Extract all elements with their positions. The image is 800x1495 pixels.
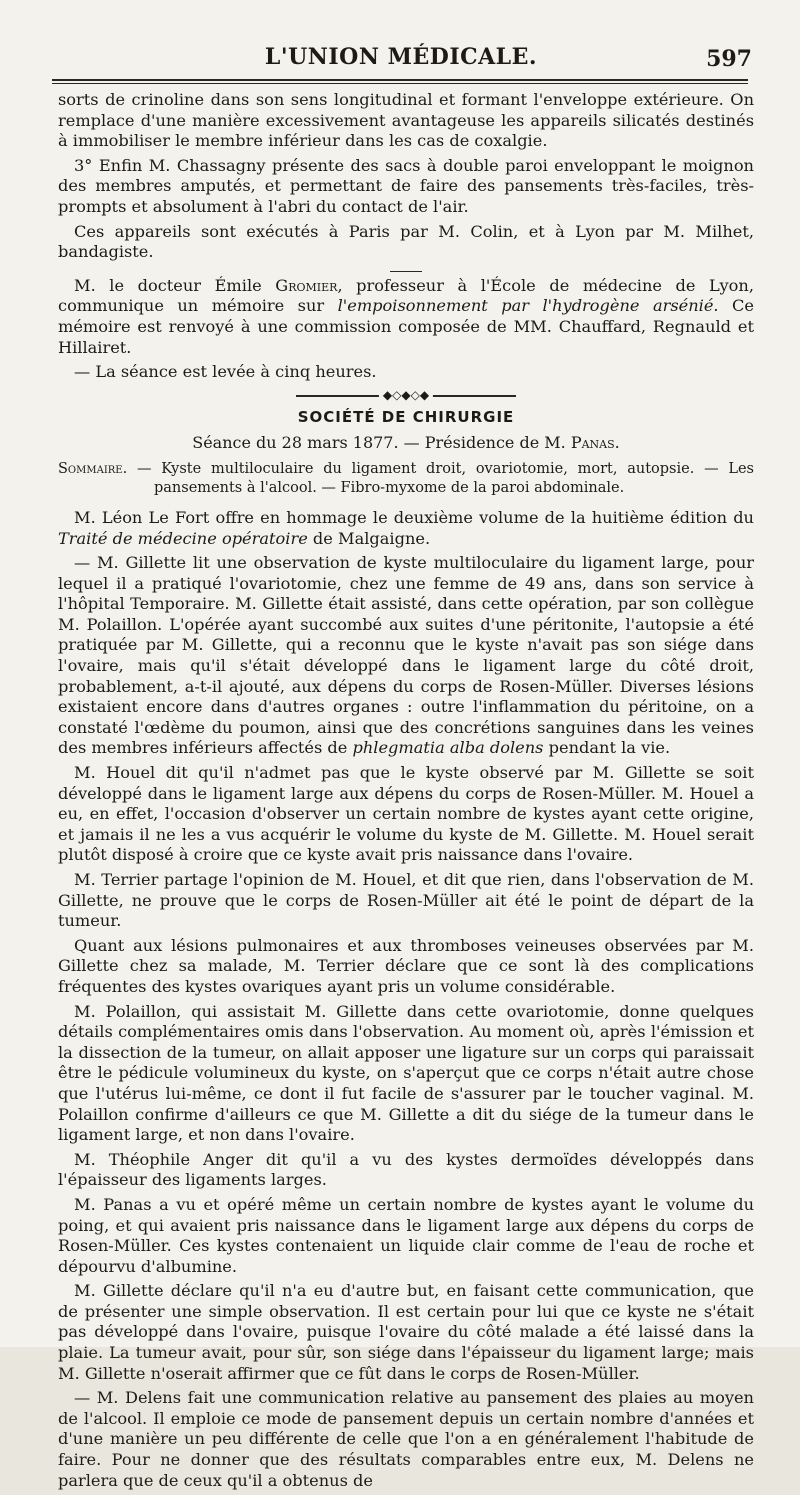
page-body: [58, 90, 754, 1495]
text: .: [614, 433, 620, 453]
paragraph: M. Polaillon, qui assistait M. Gillette dans cette ovariotomie, donne quelques détails complémentaires omis dans l'observation. Au moment où, après l'émission et la dissection de la tumeur, on allait apposer une ligature sur un corps qui paraissait être le pédicule volumineux du kyste, on s'aperçut que ce corps n'était autre chose que l'utérus lui-même, ce dont il fut facile de s'assurer par le toucher vaginal. M. Polaillon confirme d'ailleurs ce que M. Gillette a dit du siége de la tumeur dans le ligament large, et non dans l'ovaire.: [58, 1001, 754, 1145]
text: pendant la vie.: [543, 738, 671, 758]
paragraph: [58, 553, 754, 759]
section-divider: [296, 387, 516, 402]
paragraph: Ces appareils sont exécutés à Paris par M. Colin, et à Lyon par M. Milhet, bandagiste.: [58, 221, 754, 262]
header-rule: [52, 79, 748, 84]
divider-ornament-icon: ◆◇◆◇◆: [379, 389, 433, 401]
paragraph: M. Houel dit qu'il n'admet pas que le kyste observé par M. Gillette se soit développé dans le ligament large aux dépens du corps de Rosen-Müller. M. Houel a eu, en effet, l'occasion d'observer un certain nombre de kystes ayant cette origine, et jamais il ne les a vus acquérir le volume du kyste de M. Gillette. M. Houel serait plutôt disposé à croire que ce kyste avait pris naissance dans l'ovaire.: [58, 763, 754, 865]
paragraph: M. Panas a vu et opéré même un certain nombre de kystes ayant le volume du poing, et qui avaient pris naissance dans le ligament large aux dépens du corps de Rosen-Müller. Ces kystes contenaient un liquide clair comme de l'eau de roche et dépourvu d'albumine.: [58, 1194, 754, 1276]
section-title: SOCIÉTÉ DE CHIRURGIE: [297, 407, 515, 426]
text: M. Léon Le Fort offre en hommage le deuxième volume de la huitième édition du: [74, 507, 754, 527]
running-title: L'UNION MÉDICALE.: [264, 44, 538, 70]
paragraph: M. Théophile Anger dit qu'il a vu des kystes dermoïdes développés dans l'épaisseur des ligaments larges.: [58, 1149, 754, 1190]
paragraph: M. Gillette déclare qu'il n'a eu d'autre but, en faisant cette communication, que de présenter une simple observation. Il est certain pour lui que ce kyste ne s'était pas développé dans l'ovaire, puisque l'ovaire du côté malade a été laissé dans la plaie. La tumeur avait, pour sûr, son siége dans l'épaisseur du ligament large; mais M. Gillette n'oserait affirmer que ce fût dans le corps de Rosen-Müller.: [58, 1281, 754, 1383]
page-number: 597: [706, 46, 752, 72]
short-separator: [390, 271, 422, 272]
paragraph: [58, 276, 754, 358]
summary: [58, 460, 754, 498]
text: — M. Gillette lit une observation de kyste multiloculaire du ligament large, pour lequel il a pratiqué l'ovariotomie, chez une femme de 49 ans, dans son service à l'hôpital Temporaire. M. Gillette était assisté, dans cette opération, par son collègue M. Polaillon. L'opérée ayant succombé aux suites d'une péritonite, l'autopsie a été pratiquée par M. Gillette, qui a reconnu que le kyste n'avait pas son siége dans l'ovaire, mais qu'il s'était développé dans le ligament large du côté droit, probablement, a-t-il ajouté, aux dépens du corps de Rosen-Müller. Diverses lésions existaient encore dans d'autres organes : outre l'inflammation du péritoine, on a constaté l'œdème du poumon, ainsi que des concrétions sanguines dans les veines des membres inférieurs affectés de: [58, 553, 754, 758]
summary-label: Sommaire.: [58, 460, 128, 477]
paragraph: sorts de crinoline dans son sens longitudinal et formant l'enveloppe extérieure. On remplace d'une manière excessivement avantageuse les appareils silicatés destinés à immobiliser le membre inférieur dans les cas de coxalgie.: [58, 90, 754, 151]
session-line: [58, 433, 754, 454]
italic-title: l'empoisonnement par l'hydrogène arsénié.: [337, 296, 719, 316]
italic-term: phlegmatia alba dolens: [352, 738, 544, 758]
paragraph: [58, 508, 754, 549]
text: Séance du 28 mars 1877. — Présidence de M.: [192, 433, 571, 453]
text: Ce mémoire est renvoyé à une commission composée de MM. Chauffard, Regnauld et Hillairet.: [58, 296, 754, 357]
paragraph: Quant aux lésions pulmonaires et aux thromboses veineuses observées par M. Gillette chez sa malade, M. Terrier déclare que ce sont là des complications fréquentes des kystes ovariques ayant pris un volume considérable.: [58, 935, 754, 996]
paragraph: — La séance est levée à cinq heures.: [74, 362, 377, 382]
page-header: [50, 44, 752, 80]
author-name: Gromier: [275, 275, 338, 295]
paragraph: 3° Enfin M. Chassagny présente des sacs à double paroi enveloppant le moignon des membres amputés, et permettant de faire des pansements très-faciles, très-prompts et absolument à l'abri du contact de l'air.: [58, 155, 754, 216]
summary-text: — Kyste multiloculaire du ligament droit, ovariotomie, mort, autopsie. — Les pansements à l'alcool. — Fibro-myxome de la paroi abdominale.: [127, 460, 754, 496]
text: M. le docteur Émile: [74, 275, 276, 295]
text: de Malgaigne.: [307, 528, 431, 548]
paragraph: M. Terrier partage l'opinion de M. Houel, et dit que rien, dans l'observation de M. Gillette, ne prouve que le corps de Rosen-Müller ait été le point de départ de la tumeur.: [58, 870, 754, 931]
president-name: Panas: [570, 433, 615, 453]
text: , professeur à l'École de médecine de Lyon, communique un mémoire sur: [58, 275, 754, 316]
paragraph: — M. Delens fait une communication relative au pansement des plaies au moyen de l'alcool. Il emploie ce mode de pansement depuis un certain nombre d'années et d'une manière un peu différente de celle que l'on a en généralement l'habitude de faire. Pour ne donner que des résultats comparables entre eux, M. Delens ne parlera que de ceux qu'il a obtenus de: [58, 1388, 754, 1490]
italic-title: Traité de médecine opératoire: [58, 528, 308, 548]
